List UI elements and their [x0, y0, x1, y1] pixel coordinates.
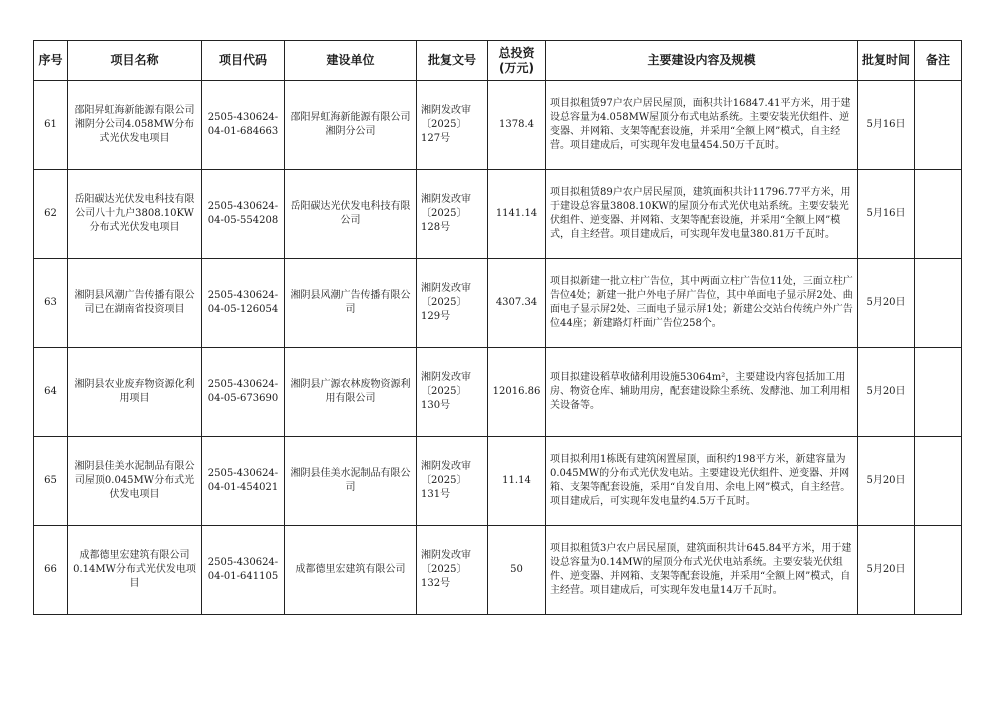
cell-name: 成都德里宏建筑有限公司0.14MW分布式光伏发电项目 [68, 526, 202, 615]
cell-remark [915, 526, 962, 615]
cell-content: 项目拟建设稻草收储利用设施53064m²，主要建设内容包括加工用房、物资仓库、辅助用房，配套建设除尘系统、发酵池、加工利用相关设备等。 [546, 348, 858, 437]
cell-content: 项目拟租赁3户农户居民屋顶，建筑面积共计645.84平方米，用于建设总容量为0.14MW的屋顶分布式光伏电站系统。主要安装光伏组件、逆变器、并网箱、支架等配套设施，并采用“全额上网”模式，自主经营。项目建成后，可实现年发电量14万千瓦时。 [546, 526, 858, 615]
cell-unit: 湘阴县广源农林废物资源利用有限公司 [285, 348, 417, 437]
cell-content: 项目拟租赁97户农户居民屋顶，面积共计16847.41平方米，用于建设总容量为4.058MW屋顶分布式电站系统。主要安装光伏组件、逆变器、并网箱、支架等配套设施，并采用“全额上网”模式，自主经营。项目建成后，可实现年发电量454.50万千瓦时。 [546, 81, 858, 170]
cell-seq: 63 [34, 259, 68, 348]
cell-date: 5月20日 [858, 437, 915, 526]
cell-unit: 岳阳碳达光伏发电科技有限公司 [285, 170, 417, 259]
cell-seq: 64 [34, 348, 68, 437]
cell-invest: 11.14 [488, 437, 546, 526]
header-content: 主要建设内容及规模 [546, 41, 858, 81]
table-row [34, 348, 962, 437]
header-remark: 备注 [915, 41, 962, 81]
cell-code: 2505-430624-04-05-126054 [202, 259, 285, 348]
header-code: 项目代码 [202, 41, 285, 81]
approval-table [33, 40, 962, 615]
cell-name: 邵阳昇虹海新能源有限公司湘阴分公司4.058MW分布式光伏发电项目 [68, 81, 202, 170]
cell-seq: 62 [34, 170, 68, 259]
cell-code: 2505-430624-04-01-641105 [202, 526, 285, 615]
cell-seq: 65 [34, 437, 68, 526]
cell-invest: 1378.4 [488, 81, 546, 170]
cell-invest: 4307.34 [488, 259, 546, 348]
cell-seq: 61 [34, 81, 68, 170]
cell-name: 湘阴县风潮广告传播有限公司已在湖南省投资项目 [68, 259, 202, 348]
header-doc: 批复文号 [417, 41, 488, 81]
cell-content: 项目拟利用1栋既有建筑闲置屋顶，面积约198平方米，新建容量为0.045MW的分布式光伏发电站。主要建设光伏组件、逆变器、并网箱、支架等配套设施，采用“自发自用、余电上网”模式，自主经营。项目建成后，可实现年发电量约4.5万千瓦时。 [546, 437, 858, 526]
cell-content: 项目拟新建一批立柱广告位，其中两面立柱广告位11处，三面立柱广告位4处；新建一批户外电子屏广告位，其中单面电子显示屏2处、曲面电子显示屏2处、三面电子显示屏1处；新建公交站台传统户外广告位44座；新建路灯杆面广告位258个。 [546, 259, 858, 348]
header-row [34, 41, 962, 81]
cell-invest: 1141.14 [488, 170, 546, 259]
cell-doc: 湘阴发改审〔2025〕132号 [417, 526, 488, 615]
table-row [34, 81, 962, 170]
cell-remark [915, 348, 962, 437]
cell-name: 湘阴县佳美水泥制品有限公司屋顶0.045MW分布式光伏发电项目 [68, 437, 202, 526]
cell-remark [915, 437, 962, 526]
cell-seq: 66 [34, 526, 68, 615]
cell-remark [915, 170, 962, 259]
table-body [34, 81, 962, 615]
table-header [34, 41, 962, 81]
cell-invest: 12016.86 [488, 348, 546, 437]
cell-code: 2505-430624-04-05-554208 [202, 170, 285, 259]
cell-code: 2505-430624-04-05-673690 [202, 348, 285, 437]
cell-name: 岳阳碳达光伏发电科技有限公司八十九户3808.10KW分布式光伏发电项目 [68, 170, 202, 259]
cell-content: 项目拟租赁89户农户居民屋顶，建筑面积共计11796.77平方米，用于建设总容量3808.10KW的屋顶分布式光伏电站系统。主要安装光伏组件、逆变器、并网箱、支架等配套设施，并采用“全额上网”模式，自主经营。项目建成后，可实现年发电量380.81万千瓦时。 [546, 170, 858, 259]
table-row [34, 170, 962, 259]
cell-remark [915, 259, 962, 348]
cell-code: 2505-430624-04-01-684663 [202, 81, 285, 170]
cell-date: 5月20日 [858, 348, 915, 437]
cell-unit: 湘阴县佳美水泥制品有限公司 [285, 437, 417, 526]
cell-date: 5月16日 [858, 170, 915, 259]
cell-remark [915, 81, 962, 170]
header-unit: 建设单位 [285, 41, 417, 81]
cell-invest: 50 [488, 526, 546, 615]
cell-doc: 湘阴发改审〔2025〕128号 [417, 170, 488, 259]
cell-code: 2505-430624-04-01-454021 [202, 437, 285, 526]
table-row [34, 526, 962, 615]
cell-doc: 湘阴发改审〔2025〕130号 [417, 348, 488, 437]
cell-date: 5月20日 [858, 526, 915, 615]
cell-unit: 邵阳昇虹海新能源有限公司湘阴分公司 [285, 81, 417, 170]
cell-name: 湘阴县农业废弃物资源化利用项目 [68, 348, 202, 437]
cell-unit: 成都德里宏建筑有限公司 [285, 526, 417, 615]
header-invest-line2: (万元) [499, 60, 534, 75]
table-row [34, 259, 962, 348]
cell-doc: 湘阴发改审〔2025〕131号 [417, 437, 488, 526]
cell-date: 5月16日 [858, 81, 915, 170]
header-seq: 序号 [34, 41, 68, 81]
header-name: 项目名称 [68, 41, 202, 81]
table-row [34, 437, 962, 526]
cell-doc: 湘阴发改审〔2025〕129号 [417, 259, 488, 348]
header-invest [488, 41, 546, 81]
cell-unit: 湘阴县风潮广告传播有限公司 [285, 259, 417, 348]
header-invest-line1: 总投资 [498, 45, 535, 60]
cell-date: 5月20日 [858, 259, 915, 348]
cell-doc: 湘阴发改审〔2025〕127号 [417, 81, 488, 170]
header-date: 批复时间 [858, 41, 915, 81]
